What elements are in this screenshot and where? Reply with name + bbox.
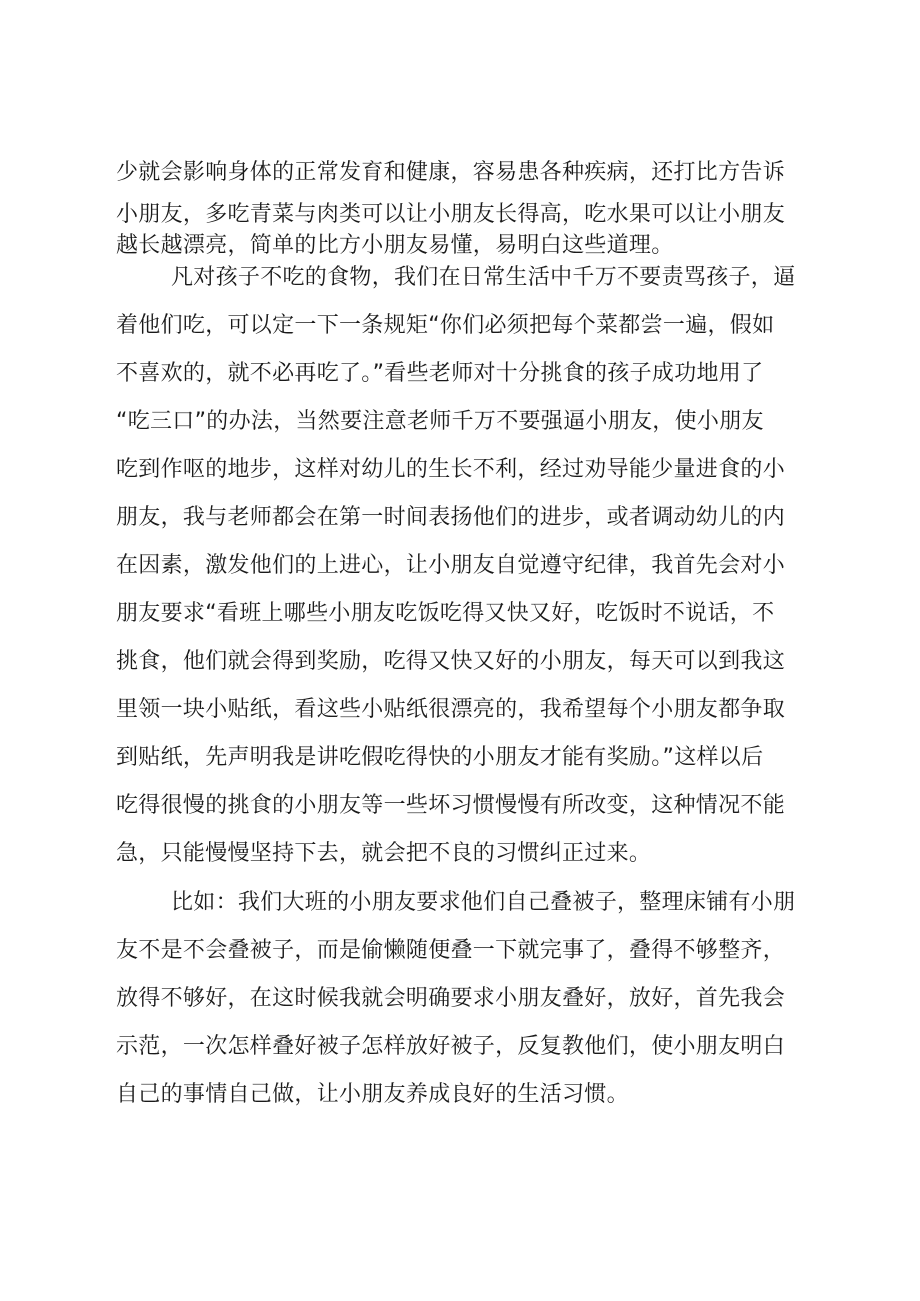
text-line: 少就会影响身体的正常发育和健康，容易患各种疾病，还打比方告诉	[116, 160, 786, 185]
text-line: 放得不够好，在这时候我就会明确要求小朋友叠好，放好，首先我会	[116, 986, 786, 1011]
text-line: 友不是不会叠被子，而是偷懒随便叠一下就完事了，叠得不够整齐，	[116, 938, 786, 963]
text-line: 急，只能慢慢坚持下去，就会把不良的习惯纠正过来。	[116, 841, 652, 866]
text-line: 着他们吃，可以定一下一条规矩“你们必须把每个菜都尝一遍，假如	[116, 313, 775, 338]
text-line: 小朋友，多吃青菜与肉类可以让小朋友长得高，吃水果可以让小朋友	[116, 202, 786, 227]
text-line: 里领一块小贴纸，看这些小贴纸很漂亮的，我希望每个小朋友都争取	[116, 697, 786, 722]
text-line: 比如：我们大班的小朋友要求他们自己叠被子，整理床铺有小朋	[171, 890, 796, 915]
text-line: 挑食，他们就会得到奖励，吃得又快又好的小朋友，每天可以到我这	[116, 649, 786, 674]
text-line: 朋友，我与老师都会在第一时间表扬他们的进步，或者调动幼儿的内	[116, 505, 786, 530]
text-line: 凡对孩子不吃的食物，我们在日常生活中千万不要责骂孩子，逼	[171, 265, 796, 290]
text-line: 越长越漂亮，简单的比方小朋友易懂，易明白这些道理。	[116, 233, 674, 258]
text-line: 朋友要求“看班上哪些小朋友吃饭吃得又快又好，吃饭时不说话，不	[116, 601, 775, 626]
text-line: 吃得很慢的挑食的小朋友等一些坏习惯慢慢有所改变，这种情况不能	[116, 793, 786, 818]
text-line: 到贴纸，先声明我是讲吃假吃得快的小朋友才能有奖励。”这样以后	[116, 745, 764, 770]
text-line: 不喜欢的，就不必再吃了。”看些老师对十分挑食的孩子成功地用了	[116, 361, 764, 386]
text-line: “吃三口”的办法，当然要注意老师千万不要强逼小朋友，使小朋友	[116, 409, 764, 434]
text-line: 吃到作呕的地步，这样对幼儿的生长不利，经过劝导能少量进食的小	[116, 457, 786, 482]
text-line: 自己的事情自己做，让小朋友养成良好的生活习惯。	[116, 1082, 629, 1107]
text-line: 在因素，激发他们的上进心，让小朋友自觉遵守纪律，我首先会对小	[116, 553, 786, 578]
text-line: 示范，一次怎样叠好被子怎样放好被子，反复教他们，使小朋友明白	[116, 1034, 786, 1059]
